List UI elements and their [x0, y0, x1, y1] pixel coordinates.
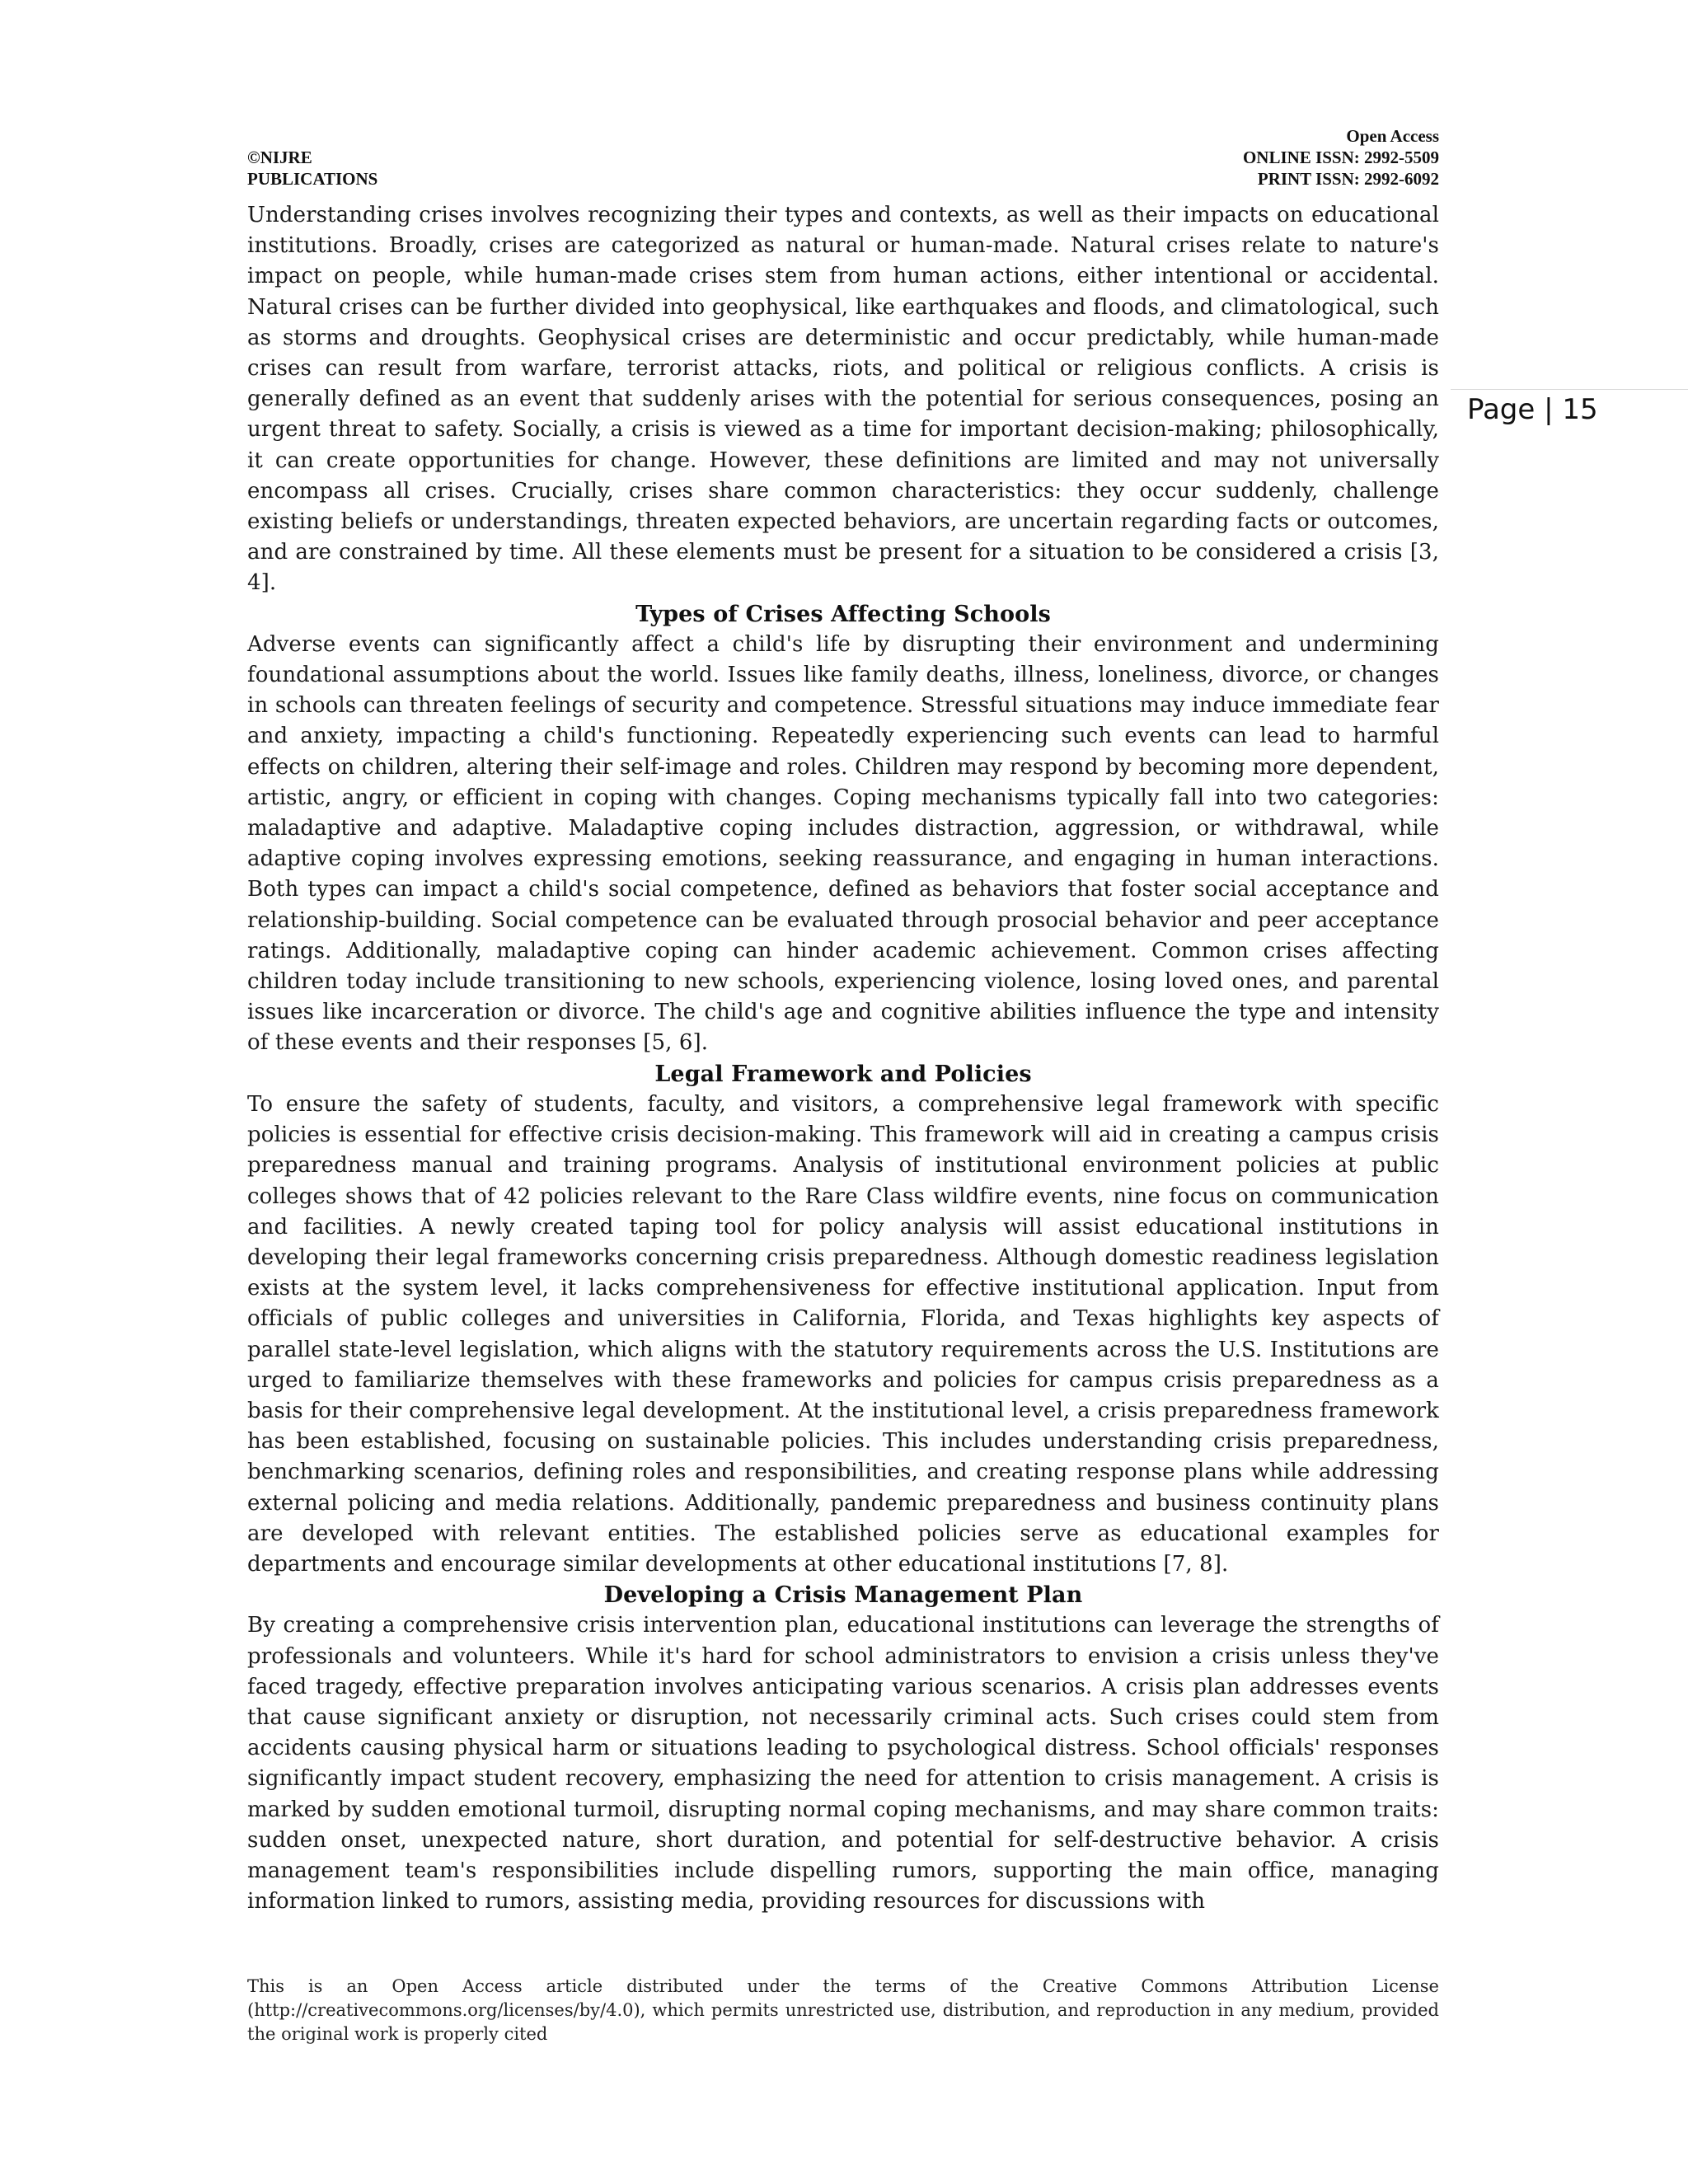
section-heading-types-of-crises: Types of Crises Affecting Schools: [635, 601, 1051, 627]
section-paragraph-crisis-management-plan: By creating a comprehensive crisis intervention plan, educational institutions can leverage the strengths of professionals and volunteers. While it's hard for school administrators to envision a crisis unless they've faced tragedy, effective preparation involves anticipating various scenarios. A crisis plan addresses events that cause significant anxiety or disruption, not necessarily criminal acts. Such crises could stem from accidents causing physical harm or situations leading to psychological distress. School officials' responses significantly impact student recovery, emphasizing the need for attention to crisis management. A crisis is marked by sudden emotional turmoil, disrupting normal coping mechanisms, and may share common traits: sudden onset, unexpected nature, short duration, and potential for self-destructive behavior. A crisis management team's responsibilities include dispelling rumors, supporting the main office, managing information linked to rumors, assisting media, providing resources for discussions with: [247, 1613, 1439, 1915]
print-issn: PRINT ISSN: 2992-6092: [1257, 169, 1439, 189]
page-header: [247, 122, 1439, 198]
section-heading-legal-framework: Legal Framework and Policies: [654, 1061, 1032, 1087]
license-text: This is an Open Access article distributed under the terms of the Creative Commons Attribution License (http://creativecommons.org/licenses/by/4.0), which permits unrestricted use, distribution, and reproduction in any medium, provided the original work is properly cited: [247, 1976, 1439, 2044]
issn-block: [1243, 125, 1439, 190]
page-number-marker: [1451, 389, 1688, 426]
page-number: 15: [1562, 393, 1598, 426]
publisher-block: [247, 147, 377, 190]
section-heading-crisis-management-plan: Developing a Crisis Management Plan: [603, 1582, 1083, 1609]
intro-paragraph: Understanding crises involves recognizing their types and contexts, as well as their impacts on educational institutions. Broadly, crises are categorized as natural or human-made. Natural crises relate to nature's impact on people, while human-made crises stem from human actions, either intentional or accidental. Natural crises can be further divided into geophysical, like earthquakes and floods, and climatological, such as storms and droughts. Geophysical crises are deterministic and occur predictably, while human-made crises can result from warfare, terrorist attacks, riots, and political or religious conflicts. A crisis is generally defined as an event that suddenly arises with the potential for serious consequences, posing an urgent threat to safety. Socially, a crisis is viewed as a time for important decision-making; philosophically, it can create opportunities for change. However, these definitions are limited and may not universally encompass all crises. Crucially, crises share common characteristics: they occur suddenly, challenge existing beliefs or understandings, threaten expected behaviors, are uncertain regarding facts or outcomes, and are constrained by time. All these elements must be present for a situation to be considered a crisis [3, 4].: [247, 203, 1439, 596]
license-footer: [247, 1975, 1439, 2046]
section-paragraph-legal-framework: To ensure the safety of students, faculty, and visitors, a comprehensive legal framework with specific policies is essential for effective crisis decision-making. This framework will aid in creating a campus crisis preparedness manual and training programs. Analysis of institutional environment policies at public colleges shows that of 42 policies relevant to the Rare Class wildfire events, nine focus on communication and facilities. A newly created taping tool for policy analysis will assist educational institutions in developing their legal frameworks concerning crisis preparedness. Although domestic readiness legislation exists at the system level, it lacks comprehensiveness for effective institutional application. Input from officials of public colleges and universities in California, Florida, and Texas highlights key aspects of parallel state-level legislation, which aligns with the statutory requirements across the U.S. Institutions are urged to familiarize themselves with these frameworks and policies for campus crisis preparedness as a basis for their comprehensive legal development. At the institutional level, a crisis preparedness framework has been established, focusing on sustainable policies. This includes understanding crisis preparedness, benchmarking scenarios, defining roles and responsibilities, and creating response plans while addressing external policing and media relations. Additionally, pandemic preparedness and business continuity plans are developed with relevant entities. The established policies serve as educational examples for departments and encourage similar developments at other educational institutions [7, 8].: [247, 1091, 1439, 1577]
section-paragraph-types-of-crises: Adverse events can significantly affect a child's life by disrupting their environment and undermining foundational assumptions about the world. Issues like family deaths, illness, loneliness, divorce, or changes in schools can threaten feelings of security and competence. Stressful situations may induce immediate fear and anxiety, impacting a child's functioning. Repeatedly experiencing such events can lead to harmful effects on children, altering their self-image and roles. Children may respond by becoming more dependent, artistic, angry, or efficient in coping with changes. Coping mechanisms typically fall into two categories: maladaptive and adaptive. Maladaptive coping includes distraction, aggression, or withdrawal, while adaptive coping involves expressing emotions, seeking reassurance, and engaging in human interactions. Both types can impact a child's social competence, defined as behaviors that foster social acceptance and relationship-building. Social competence can be evaluated through prosocial behavior and peer acceptance ratings. Additionally, maladaptive coping can hinder academic achievement. Common crises affecting children today include transitioning to new schools, experiencing violence, losing loved ones, and parental issues like incarceration or divorce. The child's age and cognitive abilities influence the type and intensity of these events and their responses [5, 6].: [247, 631, 1439, 1056]
publisher-name: PUBLICATIONS: [247, 169, 378, 189]
page-label: Page: [1467, 393, 1536, 426]
publisher-copyright: ©NIJRE: [247, 148, 312, 167]
article-body: [247, 200, 1439, 1917]
page-separator: |: [1544, 393, 1554, 426]
online-issn: ONLINE ISSN: 2992-5509: [1242, 148, 1439, 167]
open-access-label: Open Access: [1346, 126, 1439, 146]
